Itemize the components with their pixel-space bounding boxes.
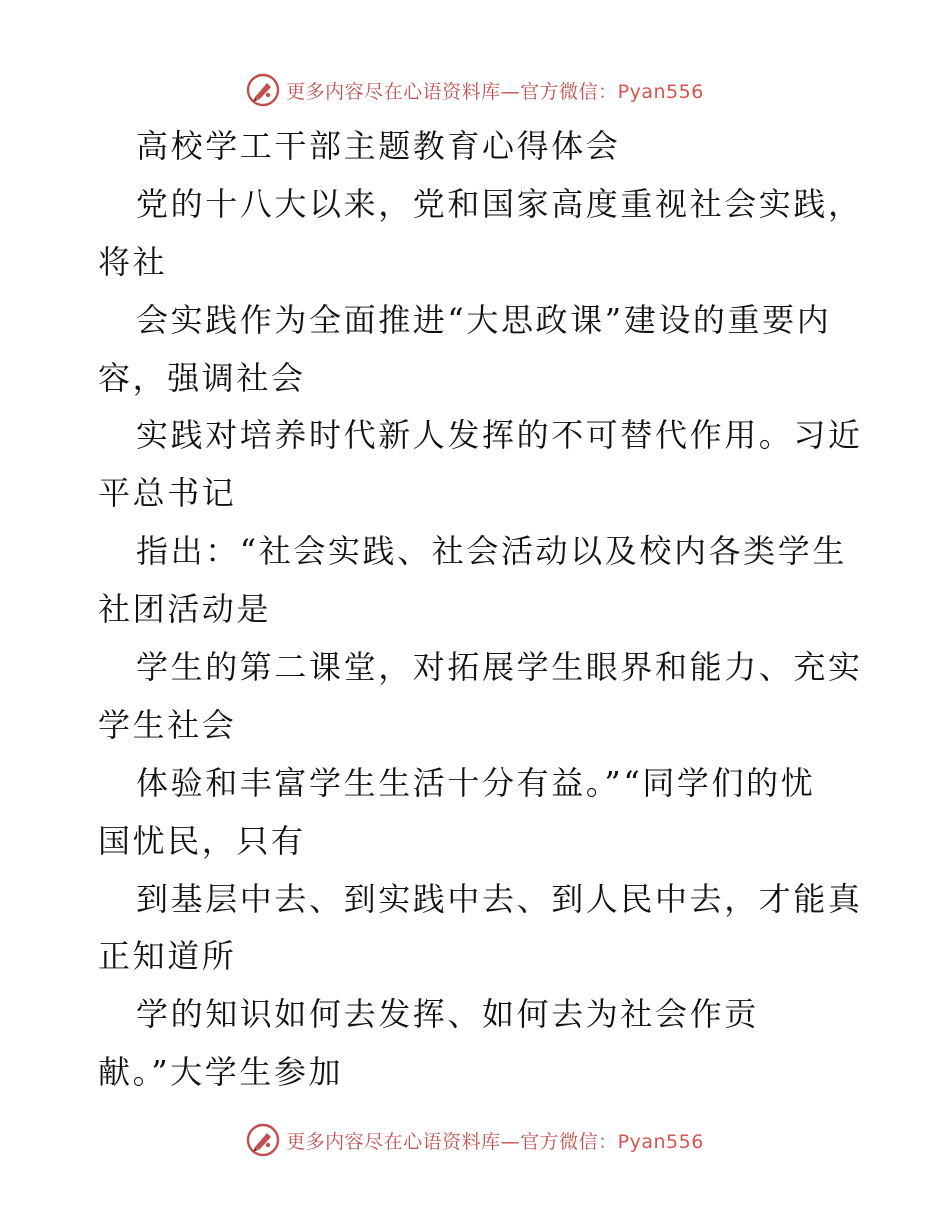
doc-line: 体验和丰富学生生活十分有益。”“同学们的忧 [136,763,816,802]
header-banner [0,70,950,110]
pen-logo-icon [246,73,280,107]
doc-line: 社团活动是 [98,590,272,629]
doc-title: 高校学工干部主题教育心得体会 [136,127,621,165]
doc-line: 将社 [98,242,168,281]
doc-line: 学生社会 [98,705,237,744]
document-body [98,118,863,1102]
doc-line: 学生的第二课堂，对拓展学生眼界和能力、充实 [136,648,863,687]
doc-line: 容，强调社会 [98,358,306,397]
footer-banner [0,1120,950,1160]
doc-line: 会实践作为全面推进“大思政课”建设的重要内 [136,300,832,339]
doc-line: 学的知识如何去发挥、如何去为社会作贡 [136,995,759,1034]
pen-logo-icon [246,1123,280,1157]
banner-label: 更多内容尽在心语资料库—官方微信：Pyan556 [286,1130,704,1153]
doc-line: 献。”大学生参加 [98,1053,344,1092]
doc-line: 党的十八大以来，党和国家高度重视社会实践， [136,184,863,223]
doc-line: 指出：“社会实践、社会活动以及校内各类学生 [136,532,847,571]
doc-line: 实践对培养时代新人发挥的不可替代作用。习近 [136,416,863,455]
doc-line: 国忧民，只有 [98,821,306,860]
doc-line: 平总书记 [98,474,237,513]
doc-line: 到基层中去、到实践中去、到人民中去，才能真 [136,879,863,918]
banner-label: 更多内容尽在心语资料库—官方微信：Pyan556 [286,80,704,103]
doc-line: 正知道所 [98,937,237,976]
